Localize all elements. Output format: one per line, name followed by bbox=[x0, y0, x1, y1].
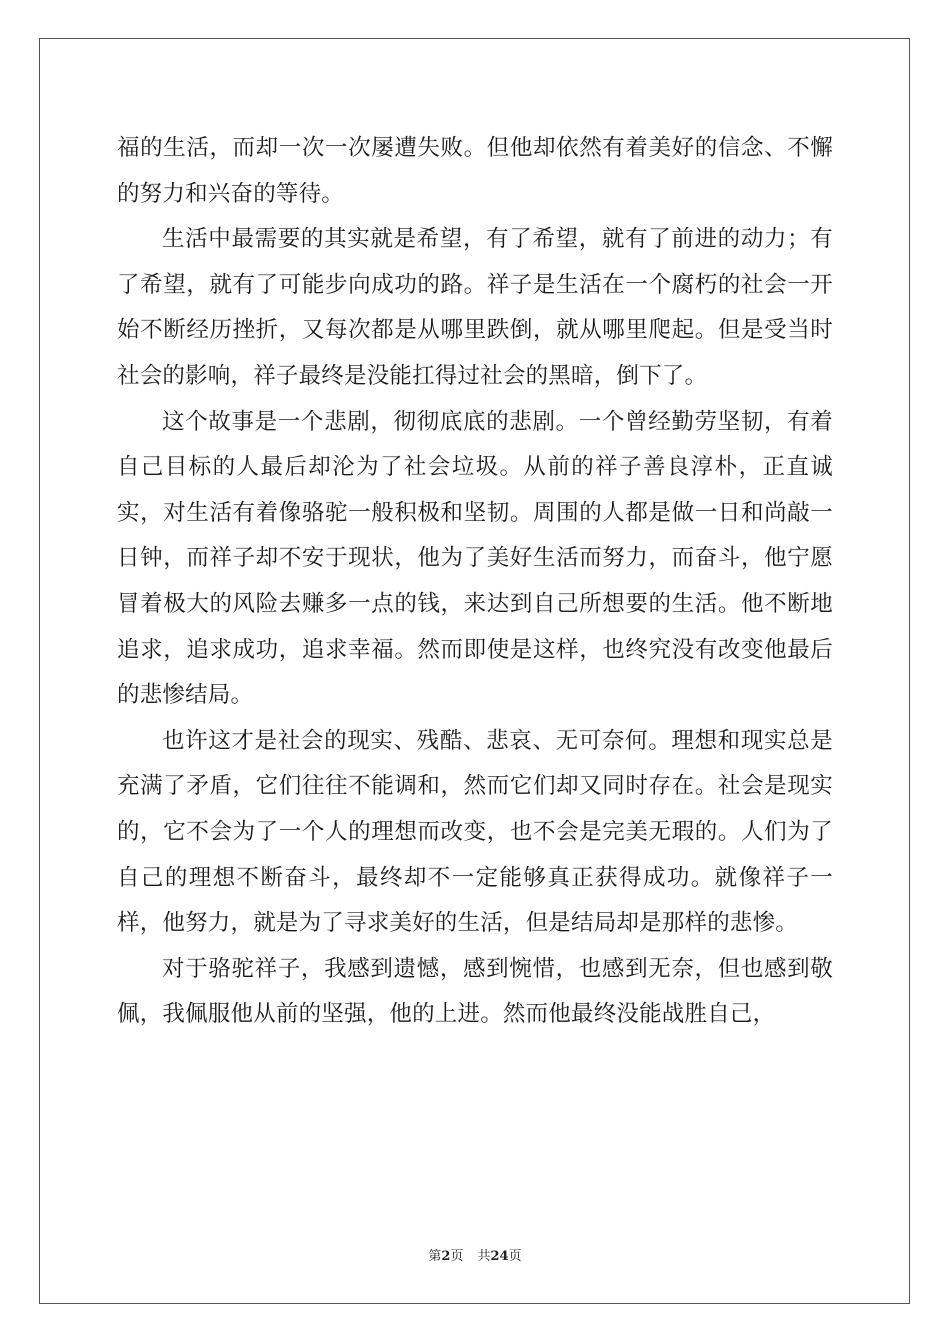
page-suffix: 页 bbox=[450, 1249, 464, 1264]
total-prefix: 共 bbox=[477, 1249, 491, 1264]
document-body bbox=[117, 126, 833, 1038]
paragraph-5: 对于骆驼祥子，我感到遗憾，感到惋惜，也感到无奈，但也感到敬佩，我佩服他从前的坚强，他的上进。然而他最终没能战胜自己， bbox=[117, 955, 833, 1028]
total-suffix: 页 bbox=[508, 1249, 522, 1264]
page-footer bbox=[0, 1245, 950, 1264]
page-prefix: 第 bbox=[428, 1249, 442, 1264]
paragraph-2: 生活中最需要的其实就是希望，有了希望，就有了前进的动力；有了希望，就有了可能步向成功的路。祥子是生活在一个腐朽的社会一开始不断经历挫折，又每次都是从哪里跌倒，就从哪里爬起。但是受当时社会的影响，祥子最终是没能扛得过社会的黑暗，倒下了。 bbox=[117, 226, 833, 389]
total-pages: 24 bbox=[490, 1249, 509, 1264]
paragraph-3: 这个故事是一个悲剧，彻彻底底的悲剧。一个曾经勤劳坚韧，有着自己目标的人最后却沦为了社会垃圾。从前的祥子善良淳朴，正直诚实，对生活有着像骆驼一般积极和坚韧。周围的人都是做一日和尚敲一日钟，而祥子却不安于现状，他为了美好生活而努力，而奋斗，他宁愿冒着极大的风险去赚多一点的钱，来达到自己所想要的生活。他不断地追求，追求成功，追求幸福。然而即使是这样，也终究没有改变他最后的悲惨结局。 bbox=[117, 408, 833, 709]
paragraph-1: 福的生活，而却一次一次屡遭失败。但他却依然有着美好的信念、不懈的努力和兴奋的等待。 bbox=[117, 135, 833, 207]
paragraph-4: 也许这才是社会的现实、残酷、悲哀、无可奈何。理想和现实总是充满了矛盾，它们往往不能调和，然而它们却又同时存在。社会是现实的，它不会为了一个人的理想而改变，也不会是完美无瑕的。人们为了自己的理想不断奋斗，最终却不一定能够真正获得成功。就像祥子一样，他努力，就是为了寻求美好的生活，但是结局却是那样的悲惨。 bbox=[117, 727, 833, 937]
page-number: 2 bbox=[441, 1249, 451, 1264]
